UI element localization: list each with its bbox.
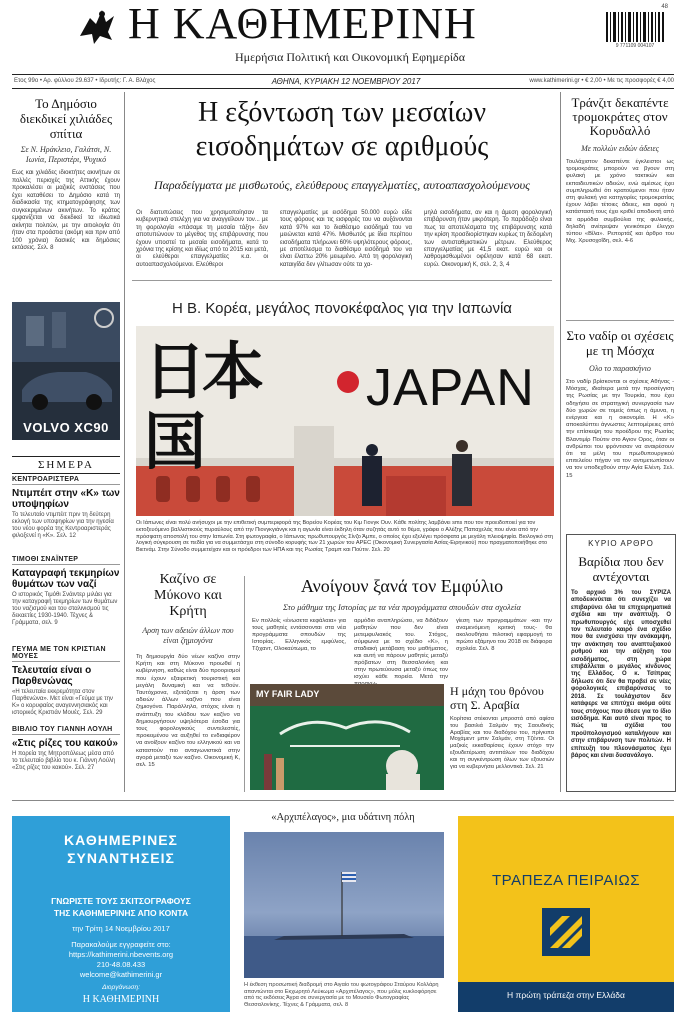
list-item[interactable] — [12, 556, 120, 646]
piraeus-ad[interactable] — [458, 816, 674, 1012]
archipelagos-caption: Η έκθεση προσωπική διαδρομή στο Αιγαίο του φωτογράφου Σταύρου Κολλάρη απαντώνται στο Εκχωρητό Λεύκωμα «Αρχιπέλαγος», που μόλις κυκλοφόρησε από τις εκδόσεις Άγρα σε συνεργασία με το Μουσείο Φωτογραφίας Θεσσαλονίκης. Τέχνες & Γράμματα, σελ. 8 — [244, 982, 439, 1008]
list-item[interactable] — [12, 726, 120, 784]
lead-headline[interactable]: Η εξόντωση των μεσαίων εισοδημάτων σε αριθμούς — [195, 97, 489, 162]
arabia-body: Κορίτσια στέκονται μπροστά από αφίσα του βασιλιά Σαλμάν της Σαουδικής Αραβίας και του διαδόχου του, πρίγκιπα Μοχάμεντ μπιν Σαλμάν, στη Τζέντα. Οι μαζικές εκκαθαρίσεις έχουν στόχο την εξουδετέρωση αντιπάλων του διαδόχου και τη συγκέντρωση όλων των εξουσιών για να κυβερνήσει μελλοντικά. Σελ. 21 — [450, 716, 554, 770]
volvo-ad[interactable] — [12, 302, 120, 440]
lead-subhead: Παραδείγματα με μισθωτούς, ελεύθερους επαγγελματίες, αυτοαπασχολούμενους — [153, 178, 531, 192]
eagle-logo-icon — [76, 6, 118, 46]
simera-item-cat: ΓΕΥΜΑ ΜΕ ΤΟΝ ΚΡΙΣΤΙΑΝ ΜΟΥΕΣ — [12, 646, 120, 662]
kathimerines-email[interactable]: welcome@kathimerini.gr — [79, 970, 163, 979]
price-info: www.kathimerini.gr • € 2,00 • Με τις προσφορές € 4,00 — [529, 78, 674, 84]
masthead — [0, 0, 686, 80]
kathimerines-org: Η ΚΑΘΗΜΕΡΙΝΗ — [82, 994, 160, 1005]
casino-title[interactable]: Καζίνο σε Μύκονο και Κρήτη — [154, 572, 222, 619]
kathimerines-line2: ΤΗΣ ΚΑΘΗΜΕΡΙΝΗΣ ΑΠΟ ΚΟΝΤΑ — [53, 908, 189, 918]
casino-byline: Αρση των αδειών άλλων που είναι ζημιογόνα — [142, 626, 234, 645]
simera-item-text: Ο ιστορικός Τιμόθι Σνάιντερ μιλάει για την καταγραφή τεκμηρίων των θυμάτων του ναζισμού και του σταλινισμού τις δεκαετίες 1930-1940. Τέχνες & Γράμματα, σελ. 9 — [12, 592, 118, 626]
masthead-subtitle: Ημερήσια Πολιτική και Οικονομική Εφημερίδα — [234, 50, 466, 64]
arabia-title[interactable]: Η μάχη του θρόνου στη Σ. Αραβία — [450, 684, 544, 712]
volvo-ad-text: VOLVO XC90 — [23, 420, 109, 435]
barcode-code: 48 — [661, 4, 668, 10]
arabia-story — [450, 684, 554, 788]
barcode — [602, 6, 668, 50]
piraeus-slogan: Η πρώτη τράπεζα στην Ελλάδα — [507, 990, 625, 1000]
dateline: ΑΘΗΝΑ, ΚΥΡΙΑΚΗ 12 ΝΟΕΜΒΡΙΟΥ 2017 — [271, 77, 421, 86]
simera-item-cat: ΒΙΒΛΙΟ ΤΟΥ ΓΙΑΝΝΗ ΛΟΥΛΗ — [12, 726, 120, 735]
simera-item-text: «Η τελευταία εκκρεμότητα στον Παρθενώνα». Μετ είναι «Γεύμα με την Κ» ο κορυφαίος αναγεννησιακός και ιστορικός Κριστιάν Μουές. Σελ. 29 — [12, 689, 113, 716]
kathimerines-title1: ΚΑΘΗΜΕΡΙΝΕΣ — [64, 832, 178, 848]
right-top-byline: Με πολλών ειδών άδειες — [581, 144, 659, 153]
left-top-title: Το Δημόσιο διεκδικεί χιλιάδες σπίτια — [19, 96, 113, 141]
editorial-body: Το αρχικό 3% του ΣΥΡΙΖΑ αποδεικνύεται ότι συνεχίζει να επιβαρύνει όλα τα επιχειρηματικά σχέδια και την ανάπτυξη. Ο πρωθυπουργός είχε υποσχεθεί τον τελευταίο καιρό ένα σχέδιο που θα ενισχύσει την ανάκαμψη, την ανάκτηση του αναπτυξιακού ρυθμού και την αύξηση του εισοδήματος, στη χώρα επιβάλλεται ο μεγάλος κίνδυνος της Ελλάδος. Ο κ. Τσίπρας δήλωσε ότι δεν θα προβεί σε νέες φορολογικές επιβαρύνσεις το 2018. Σε τουλάχιστον δεν κατάφερε να επιτύχει ακόμα ούτε τους στόχους που έθεσε για το ίδιο εισόδημα. Και αυτό είναι προς το πώς τα σχέδια του προϋπολογισμού καταλήγουν και στην επιβάρυνση των πολιτών. Η επίτευξη του πλεονάσματος έχει βάρος και είναι δυσανάλογο. — [571, 590, 671, 759]
kathimerines-ad[interactable] — [12, 816, 230, 1012]
archipelagos-title[interactable]: «Αρχιπέλαγος», μια υδάτινη πόλη — [271, 812, 415, 823]
emfylio-headline[interactable]: Ανοίγουν ξανά τον Εμφύλιο — [300, 576, 504, 596]
editorial-label: ΚΥΡΙΟ ΑΡΘΡΟ — [588, 539, 654, 548]
masthead-title: Η ΚΑΘΗΜΕΡΙΝΗ — [128, 0, 477, 48]
lead-col-3: μηλά εισοδήματα, αν και η άμεση φορολογική επιβάρυνση ήταν μικρότερη. Το παράδοξο είναι πως τα αποτελέσματα της επιβάρυνσης κατά την κρίση προσδιορίστηκαν κυρίως τη δεδομένη των αντισταθμιστικών μέτρων. Ελεύθερος επαγγελματίας με 41,5 εκατ. ευρώ και οι λαθρομισθωμένοι οφέλησαν κατά 68 εκατ. ευρώ. Οικονομική Κ, σελ. 2, 3, 4 — [424, 210, 552, 268]
simera-item-cat: ΤΙΜΟΘΙ ΣΝΑΪΝΤΕΡ — [12, 556, 120, 565]
right-top-story — [566, 96, 674, 287]
simera-item-cat: ΚΕΝΤΡΟΑΡΙΣΤΕΡΑ — [12, 476, 120, 485]
barcode-number: 9 771109 004107 — [615, 43, 655, 49]
simera-item-text: Το τελευταίο ντιμπέιτ πριν τη δεύτερη εκλογή των υποψηφίων για την ηγεσία του νέου φορέα της Κεντροαριστεράς φιλοξενεί η «Κ». Σελ. 12 — [12, 512, 114, 539]
piraeus-title: ΤΡΑΠΕΖΑ ΠΕΙΡΑΙΩΣ — [492, 872, 640, 889]
arabia-photo — [250, 684, 444, 790]
kathimerines-title2: ΣΥΝΑΝΤΗΣΕΙΣ — [67, 850, 175, 866]
right-top-body: Τουλάχιστον δεκαπέντε έγκλειστοι ως τρομοκράτες μπορούν να βγουν στη φυλακή με χρόνο τακτικών και εκπαιδευτικών αδειών, ενώ αμέσως έχει συμπληρωθεί ότι κρατούμενοι που ήταν στη φυλακή για κατηγορίες τρομοκρατίας έχουν λάβει τέτοιες άδειες, και αφού η κατάστασή τους έχει κριθεί αποδεκτή από τα αρμόδια συμβούλια της φυλακής, δηλαδή ανέτρεψαν γενικότερο έλεγχο τύπου «Βίλα». Ρεπορτάζ και άρθρο του Μιχ. Χρυσοχοΐδη, σελ. 4-6 — [566, 159, 674, 245]
piraeus-slogan-bar — [458, 982, 674, 1012]
left-top-body: Εως και χιλιάδες ιδιοκτήτες ακινήτων σε πολλές περιοχές της Αττικής έχουν προκαλέσει οι μαζικές ενστάσεις που έχει καταθέσει το Δημόσιο κατά τη διαδικασία της κτηματογράφησης των συγκεκριμένων ακινήτων. Το κράτος εμφανίζεται να διεκδικεί τα ιδιωτικά ακίνητα πολιτών, με την αιτιολογία ότι ήταν στα προάστια (ακόμη και πριν από 100 χρόνια) δασικές και δημόσιες εκτάσεις. Σελ. 8 — [12, 170, 120, 251]
simera-item-title: Ντιμπέιτ στην «Κ» των υποψηφίων — [12, 488, 120, 510]
japan-photo — [136, 326, 554, 516]
left-top-byline: Σε Ν. Ηράκλειο, Γαλάτσι, Ν. Ιωνία, Περιστέρι, Ψυχικό — [20, 145, 112, 164]
simera-item-text: Η πορεία της Μητροπόλεως μέσα από το τελευταίο βιβλίο του κ. Γιάννη Λούλη «Στις ρίζες του κακού». Σελ. 27 — [12, 751, 116, 771]
kathimerines-url[interactable]: https://kathimerini.nbevents.org — [68, 950, 174, 959]
casino-story — [136, 572, 240, 770]
arabia-poster-text: MY FAIR LADY — [256, 689, 320, 699]
simera-heading: ΣΗΜΕΡΑ — [12, 456, 120, 474]
japan-text: JAPAN — [366, 359, 535, 417]
editorial-title[interactable]: Βαρίδια που δεν αντέχονται — [578, 554, 664, 584]
simera-item-title: «Στις ρίζες του κακού» — [12, 738, 118, 749]
simera-item-title: Καταγραφή τεκμηρίων θυμάτων των ναζί — [12, 568, 120, 590]
kathimerines-reg: Παρακαλούμε εγγραφείτε στο: — [71, 940, 171, 949]
moscow-story — [566, 328, 674, 499]
simera-item-title: Τελευταία είναι ο Παρθενώνας — [12, 665, 92, 687]
moscow-title[interactable]: Στο ναδίρ οι σχέσεις με τη Μόσχα — [566, 328, 674, 358]
lead-col-2: επαγγελματίες με εισόδημα 50.000 ευρώ είδε τους φόρους και τις εισφορές του να αυξάνονται κατά 97% και το διαθέσιμο εισόδημά του να μειώνεται κατά 47%. Μισθωτός με ίδια περίπου εισοδήματα πλήρωνει 60% υψηλότερους φόρους, με αποτέλεσμα το διαθέσιμο εισόδημά του να είναι έλαττω 20% μειωμένο. Από τη φορολογική καταιγίδα δεν γλίτωσαν ούτε τα χα- — [280, 210, 412, 268]
moscow-byline: Ολο το παρασκήνιο — [589, 364, 651, 373]
photo-story-caption: Οι Ιάπωνες είναι πολύ ανήσυχοι με την επιθετική συμπεριφορά της Βορείου Κορέας του Κιμ Γιονγκ Ουν. Κάθε πολίτης λαμβάνει sms που τον προειδοποιεί για τον εκτοξευόμενο βαλλιστικούς πυραύλους από την Πιονγκγιάνγκ και η αγωνία είναι έκδηλη όταν συζητάς αυτό το θέμα, γράφει ο Αλέξης Παπαχελάς που είναι από την πρόσφατη αποστολή του στην Ιαπωνία. Στη φωτογραφία, ο Ιάπωνας πρωθυπουργός Σίνζο Άμπε, ο οποίος έχει εξελέγει πρόσφατα με μεγάλη πλειοψηφία. Βιολογικό στη λογική σύγκρουση σε πεδία για να συμμετάσχει στη σύνοδο κορυφής των 21 χωρών του APEC (Οικονομική Συνεργασία Ασίας-Ειρηνικού) που πραγματοποιήθηκε στο Βιετνάμ. Στην Σύνοδο συμμετείχαν και οι πρόεδροι των ΗΠΑ και της Ρωσίας Τραμπ και Πούτιν. Σελ. 20 — [136, 520, 554, 554]
issue-info: Ετος 99ο • Αρ. φύλλου 29.637 • Ιδρυτής: Γ. Α. Βλάχος — [14, 78, 156, 84]
photo-story-headline[interactable]: Η Β. Κορέα, μεγάλος πονοκέφαλος για την Ιαπωνία — [172, 300, 512, 317]
list-item[interactable] — [12, 646, 120, 726]
emfylio-col-1: Εν πολλοίς «ένωσετα κεφάλαια» για τους μαθητές εντάσσονται στα νέα προγράμματα σπουδών της Ιστορίας. Ελληνικός εμφύλιος, Τζιχαντ, Ολοκαύτωμα, το — [252, 618, 346, 652]
right-top-title[interactable]: Τράνζιτ δεκαπέντε τρομοκράτες στον Κορυδαλλό — [571, 95, 669, 138]
casino-body: Τη δημιουργία δύο νέων καζίνο στην Κρήτη και στη Μύκονο προωθεί η κυβέρνηση, καθώς είναι δύο προορισμοί που έχουν εξαιρετική τουριστική και μεγάλη δυναμική και να τεθούν. Ταυτόχρονα, εξετάζεται η άρση των αδειών άλλων καζίνο που είναι ζημιογόνα. Παράλληλα, στόχος είναι η ανάπτυξη του κλάδου των καζίνο να δημιουργήσουν υψηλότερα έσοδα για τους φορολογικούς συντελεστές, προκειμένου να αυξηθεί το ενδιαφέρον να ανοίξουν καζίνο του ελληνικού και να καταστούν πιο ανταγωνιστικά στην αγορά μεταξύ των καζίνο. Οικονομική Κ, σελ. 15 — [136, 654, 240, 769]
emfylio-col-2: αρμόδιο αναπληρώσει, να διδάξουν μαθητών που δεν είναι μετεμφυλιακός του. Στόχος, σύμφωνα με το σχέδιο «Κ», η σταδιακή μετάβαση του μαθήματος, και αυτή να πάρουν μαθητές μεταξύ πρόβατων στη θεσσαλονίκη και στην πρωτεύουσα μεταξύ όπως τον ισχύει κάθε πορεία. Μετά την — [354, 618, 448, 680]
simera-list — [12, 476, 120, 784]
editorial — [566, 534, 676, 792]
left-top-story — [12, 96, 120, 260]
emfylio-subhead: Στο μάθημα της Ιστορίας με τα νέα προγράμματα σπουδών στα σχολεία — [282, 602, 522, 612]
piraeus-logo-icon — [542, 908, 590, 956]
volvo-logo-icon — [94, 308, 114, 328]
emfylio-col-3: γίεση των προγραμμάτων -και την αναμενόμενη κριτική τους- θα ακολουθήσει πιλοτική εφαρμογή το πρώτο εξάμηνο του 2018 σε διάφορα σχολεία. Σελ. 8 — [456, 618, 552, 652]
list-item[interactable] — [12, 476, 120, 556]
japan-kanji: 日本国 — [144, 339, 261, 477]
archipelagos-photo — [244, 832, 444, 978]
moscow-body: Στο ναδίρ βρίσκονται οι σχέσεις Αθήνας - Μόσχας, ιδιαίτερα μετά την προσέγγιση της Ρωσίας με την Τουρκία, που έχει οδηγήσει σε στρατηγική συνεργασία των δύο χωρών σε τομείς όπως η άμυνα, η ενέργεια και η οικονομία. Η «Κ» αποκαλύπτει άγνωστες λεπτομέρειες από την επίσκεψη του προέδρου της Ρωσίας Βλαντιμίρ Πούτιν στο Αγιον Ορος, όταν οι ανθρώποι του φρόντισαν να αναιρέσουν ότι τα μέλη του πρωθυπουργικού επιτελείου πήγαν να τον αντιμετωπίσουν να τον υποδεχθούν στην Αγία Ελένη. Σελ. 15 — [566, 379, 674, 479]
kathimerines-date: την Τρίτη 14 Νοεμβρίου 2017 — [72, 924, 170, 933]
kathimerines-org-label: Διοργάνωση: — [102, 984, 140, 991]
lead-col-1: Οι διατυπώσεις που χρησιμοποίησαν τα κυβερνητικά στελέχη για να αναγγείλουν τον... με τη φορολογία «πάσαμε τη μεσαία τάξη» δεν αποτυπώνουν το μέγεθος της επιβάρυνσης που έχουν υποστεί τα μεσαία εισοδήματα, κατά το χρόνια της κρίσης και ιδίως από το 2015 και μετά, οι ελεύθεροι επαγγελματίες κ.α. οι αυτοαπασχολούμενοι. Ελεύθεροι — [136, 210, 268, 268]
kathimerines-tel: 210-48.08.433 — [96, 960, 146, 969]
kathimerines-line1: ΓΝΩΡΙΣΤΕ ΤΟΥΣ ΣΚΙΤΣΟΓΡΑΦΟΥΣ — [51, 896, 191, 906]
